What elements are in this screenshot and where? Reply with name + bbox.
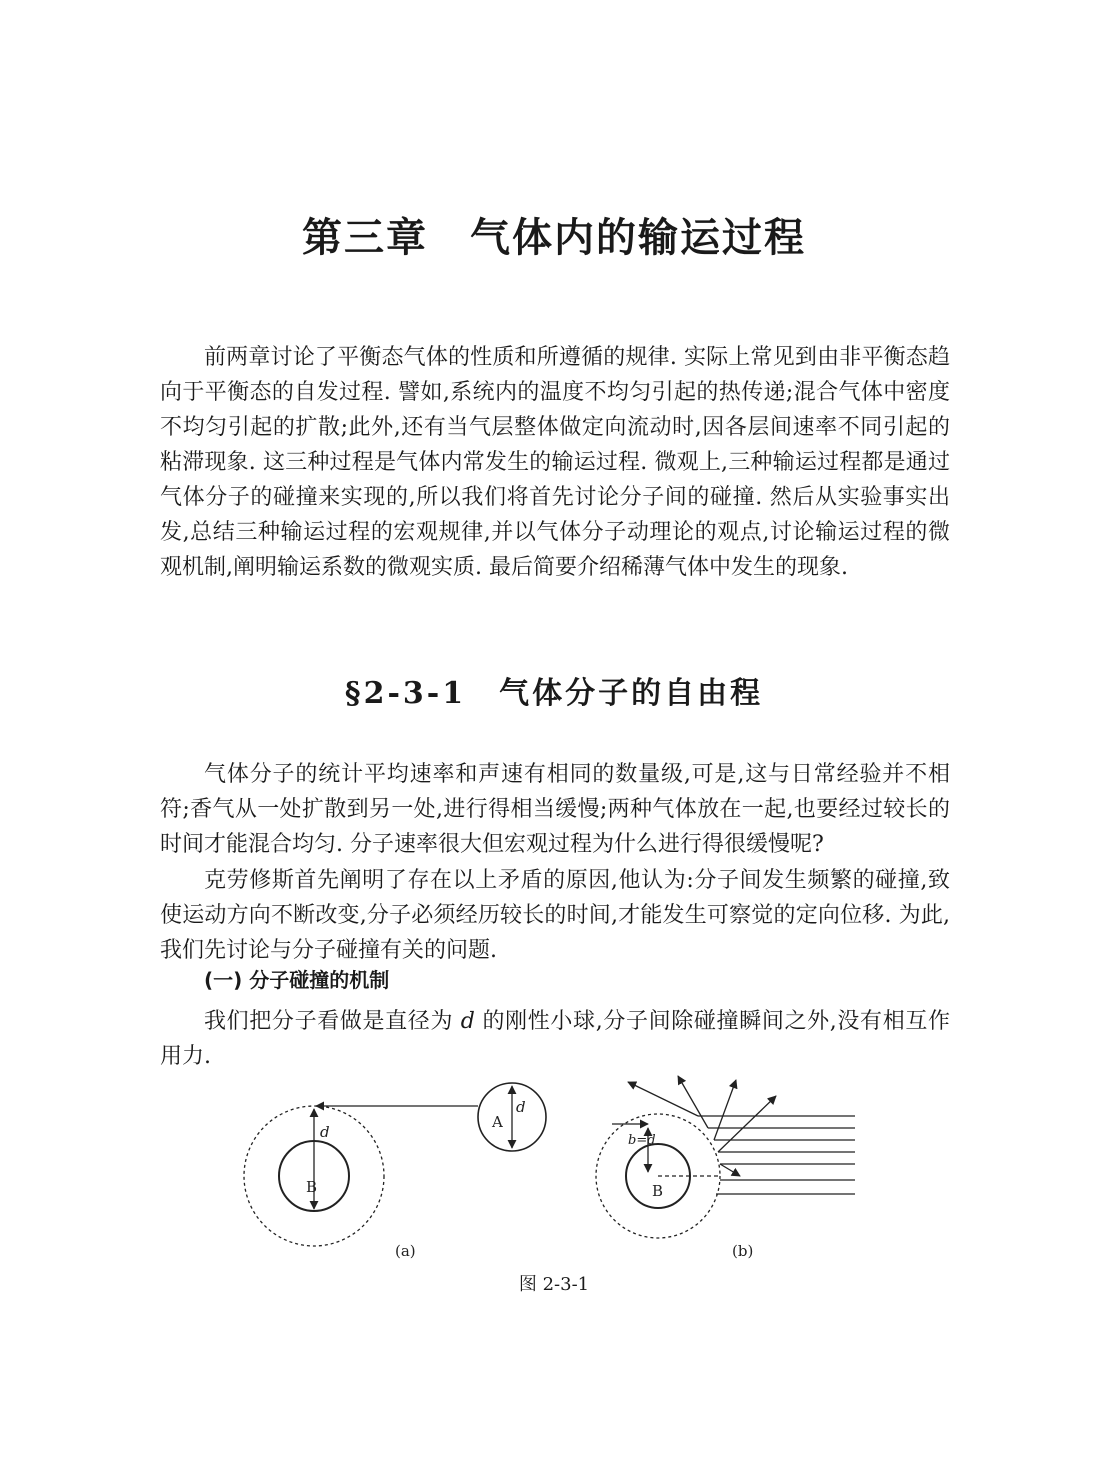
paragraph-3: [160, 1004, 950, 1074]
label-B-b: B: [652, 1182, 664, 1200]
section-title: §2-3-1 气体分子的自由程: [344, 676, 764, 711]
reflected-1: [628, 1082, 698, 1116]
label-B-a: B: [306, 1178, 318, 1196]
paragraph-3-text-b: 的刚性小球,分子间除碰撞瞬间之外,没有相互作用力.: [160, 1009, 950, 1069]
intro-paragraph: 前两章讨论了平衡态气体的性质和所遵循的规律. 实际上常见到由非平衡态趋向于平衡态的自发过程. 譬如,系统内的温度不均匀引起的热传递;混合气体中密度不均匀引起的扩散;此外,还有当气层整体做定向流动时,因各层间速率不同引起的粘滞现象. 这三种过程是气体内常发生的输运过程. 微观上,三种输运过程都是通过气体分子的碰撞来实现的,所以我们将首先讨论分子间的碰撞. 然后从实验事实出发,总结三种输运过程的宏观规律,并以气体分子动理论的观点,讨论输运过程的微观机制,阐明输运系数的微观实质. 最后简要介绍稀薄气体中发生的现象.: [160, 345, 950, 580]
reflected-3: [714, 1080, 736, 1140]
label-A: A: [492, 1113, 503, 1131]
label-panel-a: (a): [395, 1242, 416, 1260]
reflected-2: [678, 1076, 708, 1128]
label-b-eq-d: b=d: [628, 1133, 656, 1148]
paragraph-1: 气体分子的统计平均速率和声速有相同的数量级,可是,这与日常经验并不相符;香气从一处扩散到另一处,进行得相当缓慢;两种气体放在一起,也要经过较长的时间才能混合均匀. 分子速率很大但宏观过程为什么进行得很缓慢呢?: [160, 762, 950, 857]
panel-a: [244, 1083, 546, 1246]
figure-caption: 图 2-3-1: [518, 1274, 590, 1295]
figure-2-3-1: [240, 1072, 880, 1272]
label-d-molecule-a: d: [516, 1098, 526, 1116]
chapter-title: 第三章 气体内的输运过程: [302, 215, 806, 261]
label-panel-b: (b): [732, 1242, 754, 1260]
reflected-5: [720, 1164, 740, 1176]
subheading: (一) 分子碰撞的机制: [204, 968, 390, 992]
paragraph-2: 克劳修斯首先阐明了存在以上矛盾的原因,他认为:分子间发生频繁的碰撞,致使运动方向不断改变,分子必须经历较长的时间,才能发生可察觉的定向位移. 为此,我们先讨论与分子碰撞有关的问题.: [160, 868, 950, 963]
panel-b: [596, 1076, 855, 1238]
variable-d: d: [460, 1009, 475, 1034]
label-d-a: d: [320, 1123, 330, 1141]
paragraph-3-text-a: 我们把分子看做是直径为: [204, 1009, 461, 1034]
